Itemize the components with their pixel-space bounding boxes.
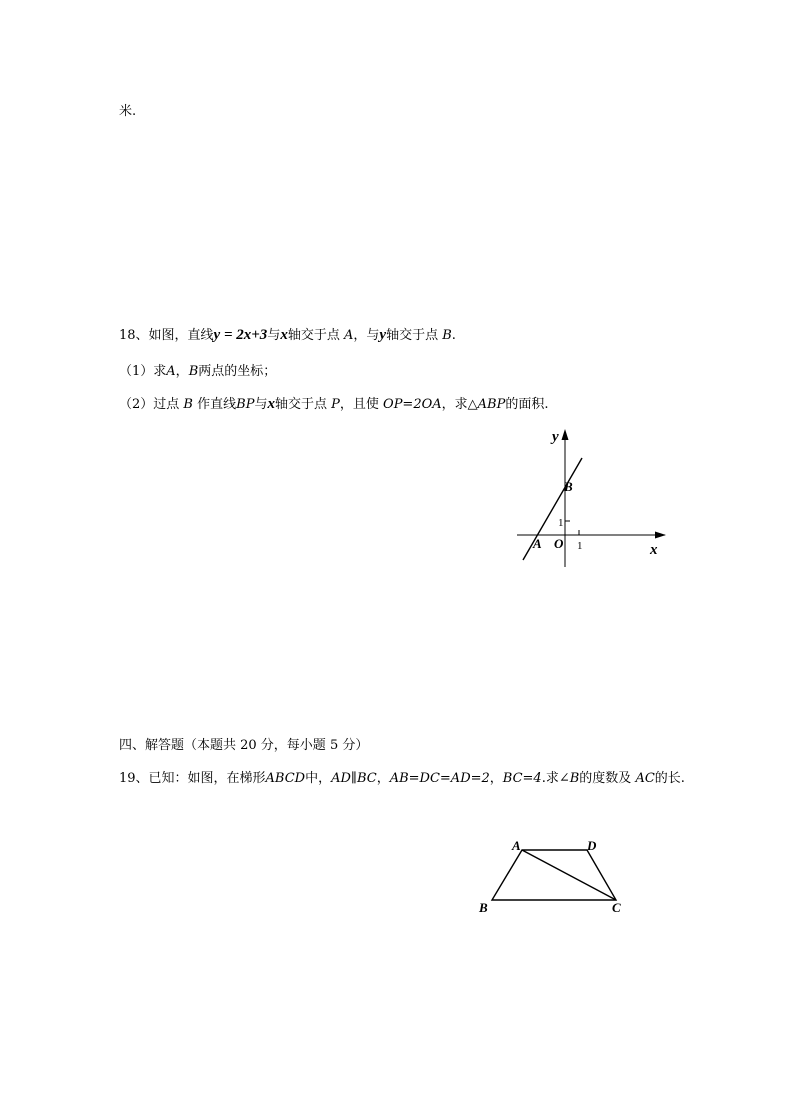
q19-ac: AC <box>635 771 655 786</box>
vertex-b-label: B <box>479 900 488 915</box>
question-18-part-1 <box>119 363 276 381</box>
q18-part2-text: 的面积. <box>505 397 549 412</box>
x-axis-label: x <box>650 542 658 558</box>
tick-x-label: 1 <box>577 540 583 552</box>
section-heading-text: 四、解答题（本题共 20 分，每小题 5 分） <box>119 738 369 753</box>
q18-point-a: A <box>343 328 354 343</box>
question-19-stem <box>119 770 685 788</box>
point-a-label: A <box>533 536 542 551</box>
trapezoid-abcd <box>492 850 616 900</box>
line-y-equals-2x-plus-3 <box>523 458 582 560</box>
q19-text: .求∠ <box>541 771 570 786</box>
q19-text: ， <box>376 771 390 786</box>
q19-angle-b: B <box>569 771 580 786</box>
q19-text: 的长. <box>654 771 685 786</box>
figure-19-trapezoid <box>470 830 640 930</box>
q19-abcd: ABCD <box>265 771 306 786</box>
q18-part2-abp: ABP <box>477 397 506 412</box>
q19-text: ， <box>489 771 503 786</box>
q18-text: 与 <box>267 328 281 343</box>
q18-part2-x: x <box>267 396 275 412</box>
q18-part2-b: B <box>183 397 193 412</box>
q18-text: 轴交于点 <box>386 328 439 343</box>
tick-y-label: 1 <box>558 517 564 529</box>
q18-part1-b: B <box>188 364 199 379</box>
q18-y-var: y <box>379 327 387 343</box>
q18-part2-text: （2）过点 <box>119 397 180 412</box>
q18-part2-text: 与 <box>254 397 268 412</box>
q19-condition-sides: AB=DC=AD=2 <box>389 771 490 786</box>
vertex-a-label: A <box>512 838 521 853</box>
point-b-label: B <box>564 479 573 494</box>
q18-text: 轴交于点 <box>287 328 340 343</box>
q19-condition-bc: BC=4 <box>502 771 542 786</box>
q19-text: 的度数及 <box>579 771 632 786</box>
q19-condition-parallel: AD∥BC <box>331 771 377 786</box>
question-18-part-2 <box>119 395 549 414</box>
q18-text: . <box>451 328 456 343</box>
q18-part1-text: ， <box>175 364 189 379</box>
q19-text: 19、已知：如图，在梯形 <box>119 771 266 786</box>
vertex-c-label: C <box>612 900 621 915</box>
q19-text: 中， <box>305 771 332 786</box>
q18-text: ，与 <box>353 328 380 343</box>
q18-part2-text: 作直线 <box>197 397 237 412</box>
q18-part2-bp: BP <box>236 397 255 412</box>
section-4-heading <box>119 737 368 755</box>
q18-part1-text: （1）求 <box>119 364 167 379</box>
y-axis-arrow-icon <box>562 429 569 440</box>
vertex-d-label: D <box>587 838 597 853</box>
y-axis-label: y <box>552 429 559 445</box>
origin-label: O <box>554 536 564 551</box>
x-axis-arrow-icon <box>655 532 666 539</box>
question-18-stem <box>119 326 456 345</box>
q18-part2-text: ，且使 <box>339 397 379 412</box>
q18-equation: y = 2x+3 <box>213 327 268 343</box>
q18-part1-a: A <box>166 364 176 379</box>
q18-part1-text: 两点的坐标； <box>198 364 277 379</box>
text-fragment <box>119 103 136 121</box>
fragment-text: 米. <box>119 104 137 119</box>
q18-point-b: B <box>442 328 452 343</box>
q18-x-var: x <box>280 327 288 343</box>
q18-part2-p: P <box>331 397 340 412</box>
figure-18-coordinate-plane <box>505 425 675 575</box>
q18-part2-condition: OP=2OA <box>383 397 442 412</box>
q18-prefix: 18、如图，直线 <box>119 328 214 343</box>
q18-part2-text: 轴交于点 <box>274 397 327 412</box>
q18-part2-text: ，求△ <box>441 397 478 412</box>
